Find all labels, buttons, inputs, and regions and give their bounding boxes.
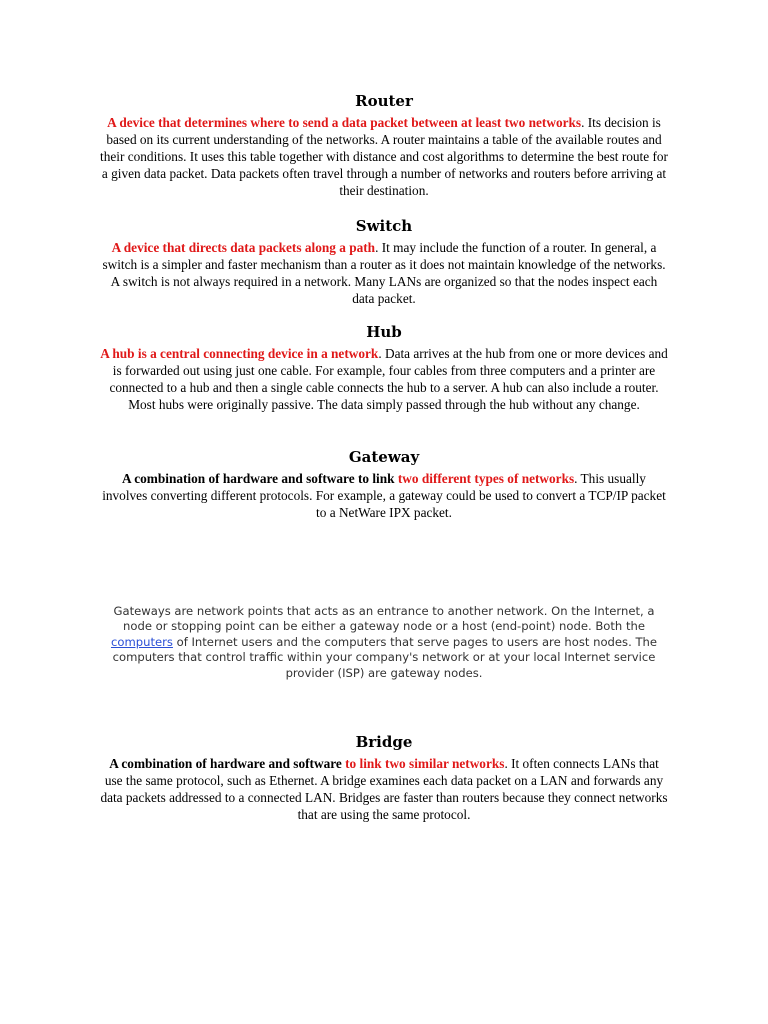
bridge-definition-punct: . [504,756,508,771]
router-definition-punct: . [581,115,585,130]
gateway-note-paragraph [110,604,658,681]
bridge-paragraph [100,755,668,823]
switch-heading: Switch [355,217,413,235]
switch-definition-punct: . [375,240,379,255]
section-gateway [100,448,668,521]
gateway-note-text-before: Gateways are network points that acts as an entrance to another network. On the Internet, a node or stopping point can be either a gateway node or a host (end-point) node. Both the [113,604,655,634]
hub-paragraph [100,345,668,413]
router-definition: A device that determines where to send a data packet between at least two networks [107,115,582,130]
hub-definition-punct: . [378,346,382,361]
router-heading: Router [355,92,413,110]
hub-body: Data arrives at the hub from one or more devices and is forwarded out using just one cable. For example, four cables from three computers and a printer are connected to a hub and then a single cable connects the hub to a server. A hub can also include a router. Most hubs were originally passive. The data simply passed through the hub without any change. [109,346,668,412]
bridge-heading: Bridge [355,733,413,751]
bridge-body: It often connects LANs that use the same protocol, such as Ethernet. A bridge examines each data packet on a LAN and forwards any data packets addressed to a connected LAN. Bridges are faster than routers because they connect networks that are using the same protocol. [100,756,668,822]
router-body: Its decision is based on its current understanding of the networks. A router maintains a table of the available routes and their conditions. It uses this table together with distance and cost algorithms to determine the best route for a given data packet. Data packets often travel through a number of networks and routers before arriving at their destination. [100,115,668,198]
gateway-heading: Gateway [348,448,420,466]
section-hub [100,323,668,413]
gateway-body: This usually involves converting different protocols. For example, a gateway could be used to convert a TCP/IP packet to a NetWare IPX packet. [102,471,666,520]
bridge-definition-highlight: to link two similar networks [345,756,505,771]
section-switch [100,217,668,307]
router-paragraph [100,114,668,199]
hub-definition: A hub is a central connecting device in a network [100,346,379,361]
gateway-paragraph [100,470,668,521]
switch-definition: A device that directs data packets along a path [111,240,376,255]
gateway-definition-highlight: two different types of networks [397,471,575,486]
switch-paragraph [100,239,668,307]
gateway-definition-punct: . [574,471,578,486]
section-bridge [100,733,668,823]
bridge-definition-prefix: A combination of hardware and software [109,756,346,771]
gateway-definition-prefix: A combination of hardware and software to link [122,471,398,486]
hub-heading: Hub [366,323,402,341]
section-router [100,92,668,199]
switch-body: It may include the function of a router. In general, a switch is a simpler and faster mechanism than a router as it does not maintain knowledge of the networks. A switch is not always required in a network. Many LANs are organized so that the nodes inspect each data packet. [102,240,666,306]
computers-link[interactable]: computers [110,634,173,649]
gateway-note-text-after: of Internet users and the computers that serve pages to users are host nodes. The computers that control traffic within your company's network or at your local Internet service provider (ISP) are gateway nodes. [112,634,658,680]
